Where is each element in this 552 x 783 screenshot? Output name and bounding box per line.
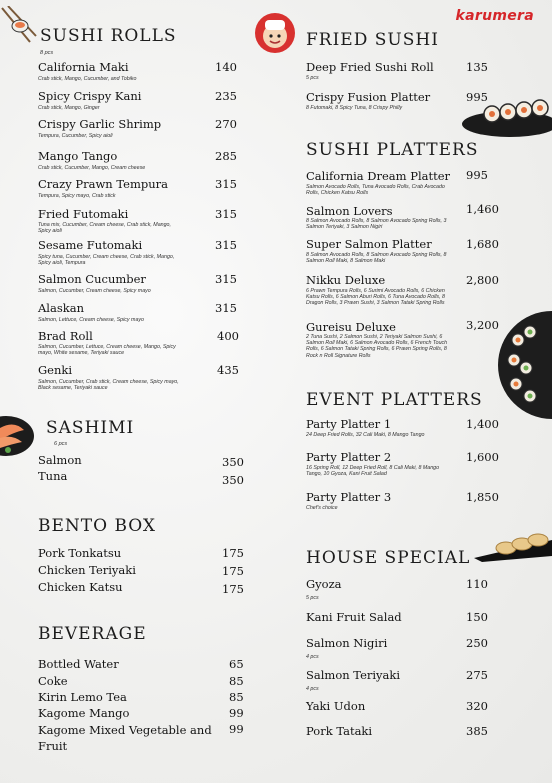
menu-item-description: 8 Salmon Avocado Rolls, 8 Salmon Avocado Spring Rolls, 8 Salmon Roll Maki, 8 Salmon Maki [306, 252, 447, 265]
menu-item-description: 6 Prawn Tempura Rolls, 6 Surimi Avocado Rolls, 6 Chicken Katsu Rolls, 6 Salmon Aburi Rolls, 6 Tuna Avocado Rolls, 8 Dragon Rolls, 3 Prawn Sushi, 3 Salmon Tataki Spring Rolls [306, 288, 445, 307]
menu-item-name: Kagome Mixed Vegetable and Fruit [38, 723, 212, 753]
menu-item-name: Gyoza [306, 577, 342, 591]
sushi-rolls-heading: SUSHI ROLLS [40, 26, 177, 46]
menu-item-name: Salmon Nigiri [306, 636, 388, 650]
menu-item-description: 16 Spring Roll, 12 Deep Fried Roll, 8 Cali Maki, 8 Mango Tango, 10 Gyoza, Kani Fruit Salad [306, 465, 440, 478]
menu-item-description: Salmon, Lettuce, Cream cheese, Spicy mayo [38, 317, 144, 323]
sushi-rolls-subtitle: 8 pcs [40, 50, 54, 56]
menu-item-price: 1,600 [466, 450, 499, 464]
menu-item-name: Mango Tango [38, 149, 118, 163]
menu-item-name: Chicken Katsu [38, 580, 123, 594]
menu-item-price: 175 [222, 582, 244, 596]
menu-item-price: 3,200 [466, 318, 499, 332]
menu-item-price: 275 [466, 668, 488, 682]
menu-item-description: Crab stick, Cucumber, Mango, Cream cheese [38, 165, 146, 171]
menu-item-name: Party Platter 3 [306, 490, 392, 504]
menu-item-description: 4 pcs [306, 686, 319, 692]
menu-item-description: Spicy tuna, Cucumber, Cream cheese, Crab stick, Mango, Spicy aioli, Tempura [38, 254, 175, 267]
menu-item-price: 250 [466, 636, 488, 650]
menu-item-description: 4 pcs [306, 654, 319, 660]
menu-item-price: 400 [217, 329, 239, 343]
menu-item-description: Tempura, Cucumber, Spicy aioli [38, 133, 113, 139]
event-platters-heading: EVENT PLATTERS [306, 390, 483, 410]
sashimi-plate-image [0, 410, 34, 458]
menu-item-name: Fried Futomaki [38, 207, 129, 221]
menu-item-price: 995 [466, 168, 488, 182]
menu-item-name: Pork Tonkatsu [38, 546, 122, 560]
menu-item-name: Salmon Teriyaki [306, 668, 401, 682]
house-special-heading: HOUSE SPECIAL [306, 548, 471, 568]
menu-item-price: 110 [466, 577, 488, 591]
menu-item-description: 8 Futomaki, 8 Spicy Tuna, 8 Crispy Philly [306, 105, 403, 111]
menu-item-description: 2 Tuna Sushi, 2 Salmon Sushi, 2 Teriyaki Salmon Sushi, 6 Salmon Roll Maki, 6 Salmon Avocado Rolls, 6 French Touch Rolls, 6 Salmon Tataki Spring Rolls, 6 Prawn Spring Rolls, 8 Rock n Roll Signature Rolls [306, 334, 448, 359]
menu-item-description: Crab stick, Mango, Cucumber, and Tobiko [38, 76, 137, 82]
bento-box-heading: BENTO BOX [38, 516, 157, 536]
menu-item-name: Salmon [38, 453, 82, 467]
sushi-platter-image [496, 310, 552, 420]
menu-item-name: Yaki Udon [306, 699, 366, 713]
menu-item-description: 24 Deep Fried Rolls, 32 Cali Maki, 8 Mango Tango [306, 432, 425, 438]
menu-item-name: Kirin Lemo Tea [38, 690, 127, 704]
menu-item-price: 150 [466, 610, 488, 624]
menu-item-name: Sesame Futomaki [38, 238, 143, 252]
menu-item-name: Crispy Garlic Shrimp [38, 117, 162, 131]
menu-item-price: 99 [229, 706, 244, 720]
menu-item-price: 1,680 [466, 237, 499, 251]
menu-item-price: 350 [222, 473, 244, 487]
menu-item-price: 1,460 [466, 202, 499, 216]
menu-item-description: Salmon, Cucumber, Crab stick, Cream cheese, Spicy mayo, Black sesame, Teriyaki sauce [38, 379, 179, 392]
chef-mascot-icon [254, 12, 296, 54]
menu-item-name: Kani Fruit Salad [306, 610, 402, 624]
menu-item-name: Alaskan [38, 301, 84, 315]
menu-item-price: 315 [215, 177, 237, 191]
menu-item-price: 315 [215, 272, 237, 286]
menu-item-name: Party Platter 2 [306, 450, 392, 464]
menu-item-description: Salmon, Cucumber, Cream cheese, Spicy mayo [38, 288, 151, 294]
menu-item-name: Chicken Teriyaki [38, 563, 136, 577]
menu-item-price: 285 [215, 149, 237, 163]
menu-item-price: 235 [215, 89, 237, 103]
sashimi-heading: SASHIMI [46, 418, 135, 438]
menu-item-name: Bottled Water [38, 657, 119, 671]
menu-item-name: Deep Fried Sushi Roll [306, 60, 434, 74]
menu-item-description: 8 Salmon Avocado Rolls, 8 Salmon Avocado Spring Rolls, 3 Salmon Teriyaki, 3 Salmon Nigiri [306, 218, 447, 231]
menu-item-name: Party Platter 1 [306, 417, 392, 431]
menu-item-price: 175 [222, 564, 244, 578]
menu-item-price: 85 [229, 690, 244, 704]
gyoza-plate-image [472, 522, 552, 564]
menu-item-name: Spicy Crispy Kani [38, 89, 142, 103]
menu-item-price: 350 [222, 455, 244, 469]
sushi-platters-heading: SUSHI PLATTERS [306, 140, 479, 160]
menu-item-description: 5 pcs [306, 75, 319, 81]
menu-item-description: Salmon Avocado Rolls, Tuna Avocado Rolls, Crab Avocado Rolls, Chicken Katsu Rolls [306, 184, 445, 197]
menu-item-name: Kagome Mango [38, 706, 130, 720]
menu-item-price: 385 [466, 724, 488, 738]
menu-item-description: Salmon, Cucumber, Lettuce, Cream cheese, Mango, Spicy mayo, White sesame, Teriyaki sauce [38, 344, 176, 357]
menu-item-description: 5 pcs [306, 595, 319, 601]
menu-item-name: Salmon Cucumber [38, 272, 146, 286]
menu-item-price: 99 [229, 722, 244, 736]
menu-item-price: 320 [466, 699, 488, 713]
chopsticks-sushi-image [0, 6, 40, 46]
menu-item-name: Gureisu Deluxe [306, 320, 396, 334]
menu-item-name: Nikku Deluxe [306, 273, 386, 287]
menu-item-price: 135 [466, 60, 488, 74]
brand-logo: karumera [455, 8, 534, 24]
menu-item-name: Coke [38, 674, 68, 688]
menu-item-name: Tuna [38, 469, 68, 483]
menu-item-name: Genki [38, 363, 73, 377]
menu-item-name: California Maki [38, 60, 129, 74]
menu-item-price: 65 [229, 657, 244, 671]
menu-item-price: 175 [222, 546, 244, 560]
menu-item-price: 1,850 [466, 490, 499, 504]
menu-item-price: 315 [215, 301, 237, 315]
menu-item-price: 435 [217, 363, 239, 377]
fried-sushi-heading: FRIED SUSHI [306, 30, 439, 50]
menu-item-price: 85 [229, 674, 244, 688]
menu-item-description: Tempura, Spicy mayo, Crab stick [38, 193, 116, 199]
menu-item-price: 270 [215, 117, 237, 131]
sashimi-subtitle: 6 pcs [54, 441, 68, 447]
menu-item-price: 2,800 [466, 273, 499, 287]
menu-item-description: Tuna mix, Cucumber, Cream cheese, Crab stick, Mango, Spicy aioli [38, 222, 171, 235]
menu-item-name: Crispy Fusion Platter [306, 90, 431, 104]
beverage-heading: BEVERAGE [38, 624, 147, 644]
menu-item-description: Crab stick, Mango, Ginger [38, 105, 100, 111]
menu-item-description: Chef's choice [306, 505, 338, 511]
menu-item-name: Super Salmon Platter [306, 237, 432, 251]
menu-item-price: 140 [215, 60, 237, 74]
menu-item-price: 315 [215, 207, 237, 221]
menu-item-price: 995 [466, 90, 488, 104]
menu-item-name: California Dream Platter [306, 169, 451, 183]
menu-item-name: Brad Roll [38, 329, 93, 343]
menu-item-price: 315 [215, 238, 237, 252]
menu-item-price: 1,400 [466, 417, 499, 431]
menu-item-name: Pork Tataki [306, 724, 373, 738]
menu-item-name: Salmon Lovers [306, 204, 393, 218]
menu-item-name: Crazy Prawn Tempura [38, 177, 168, 191]
